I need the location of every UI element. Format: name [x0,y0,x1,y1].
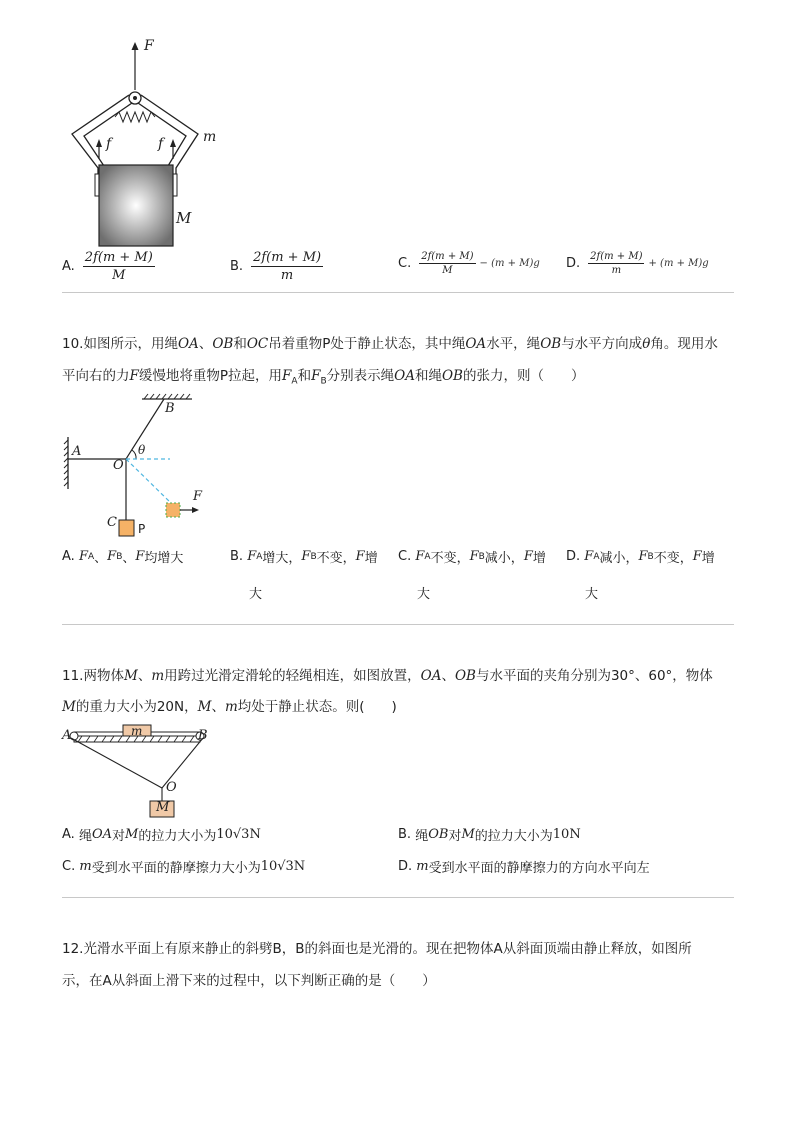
q10-label-B: B [165,401,175,416]
divider [62,897,734,898]
fraction: $\frac{2f(m + M)}{M}$ [84,250,153,283]
q9-label-M: M [176,209,192,227]
q10-option-c[interactable]: C. F A 不变， F B 减小， F 增 [398,549,546,566]
q11-option-b[interactable]: B. 绳 OB 对 M 的拉力大小为 10N [398,827,581,844]
q10-option-d[interactable]: D. F A 减小， F B 不变， F 增 [566,549,715,566]
q11-option-a[interactable]: A. 绳 OA 对 M 的拉力大小为 10√3N [62,827,261,844]
divider [62,292,734,293]
q9-option-b[interactable] [230,250,323,283]
q9-option-d[interactable] [566,251,709,276]
option-letter: A. [62,259,75,274]
option-letter: D. [566,256,581,271]
q9-label-f-left: f [106,136,112,152]
q10-label-C: C [107,515,117,530]
fraction: $\frac{2f(m + M)}{m}$ [590,251,643,276]
q11-option-c[interactable]: C. m 受到水平面的静摩擦力大小为 10√3N [62,859,306,876]
q11-stem-line2: M的重力大小为20N，M、m均处于静止状态。则( ) [62,699,397,715]
q9-label-F: F [144,38,154,54]
q11-label-M: M [156,800,170,815]
q12-stem-line2: 示，在A从斜面上滑下来的过程中，以下判断正确的是（ ） [62,973,436,989]
option-tail: + (m + M)g [648,258,709,269]
q9-label-f-right: f [158,136,164,152]
q12-stem-line1: 12.光滑水平面上有原来静止的斜劈B，B的斜面也是光滑的。现在把物体A从斜面顶端由静止释放，如图所 [62,941,692,957]
q11-label-B: B [198,728,208,743]
q10-label-F: F [193,489,203,504]
q10-option-b[interactable]: B. F A 增大， F B 不变， F 增 [230,549,378,566]
q10-label-A: A [72,444,82,459]
fraction: $\frac{2f(m + M)}{m}$ [253,250,322,283]
q10-label-O: O [113,458,124,473]
q10-stem-line1: 10.如图所示，用绳OA、OB和OC吊着重物P处于静止状态，其中绳OA水平，绳OB与水平方向成θ角。现用水 [62,336,718,352]
q10-option-c-wrap: 大 [417,587,431,602]
q9-label-m: m [203,129,217,145]
q10-option-d-wrap: 大 [585,587,599,602]
q11-stem-line1: 11.两物体M、m用跨过光滑定滑轮的轻绳相连，如图放置，OA、OB与水平面的夹角分别为30°、60°，物体 [62,668,713,684]
q11-label-m: m [131,724,143,738]
option-letter: B. [230,259,244,274]
q10-option-a[interactable]: A. F A 、 F B 、 F 均增大 [62,549,184,566]
q11-label-A: A [62,728,72,743]
q10-option-b-wrap: 大 [249,587,263,602]
option-letter: C. [398,256,412,271]
q10-stem-line2: 平向右的力F缓慢地将重物P拉起，用$F_A$和$F_B$分别表示绳OA和绳OB的张力，则（ ） [62,368,585,387]
q11-option-d[interactable]: D. m 受到水平面的静摩擦力的方向水平向左 [398,859,650,876]
q9-option-a[interactable] [62,250,155,283]
divider [62,624,734,625]
q10-label-theta: θ [138,443,146,457]
option-tail: − (m + M)g [479,258,540,269]
fraction: $\frac{2f(m + M)}{M}$ [421,251,474,276]
q9-option-c[interactable] [398,251,540,276]
q11-label-O: O [166,780,177,795]
q10-label-P: P [138,522,146,536]
